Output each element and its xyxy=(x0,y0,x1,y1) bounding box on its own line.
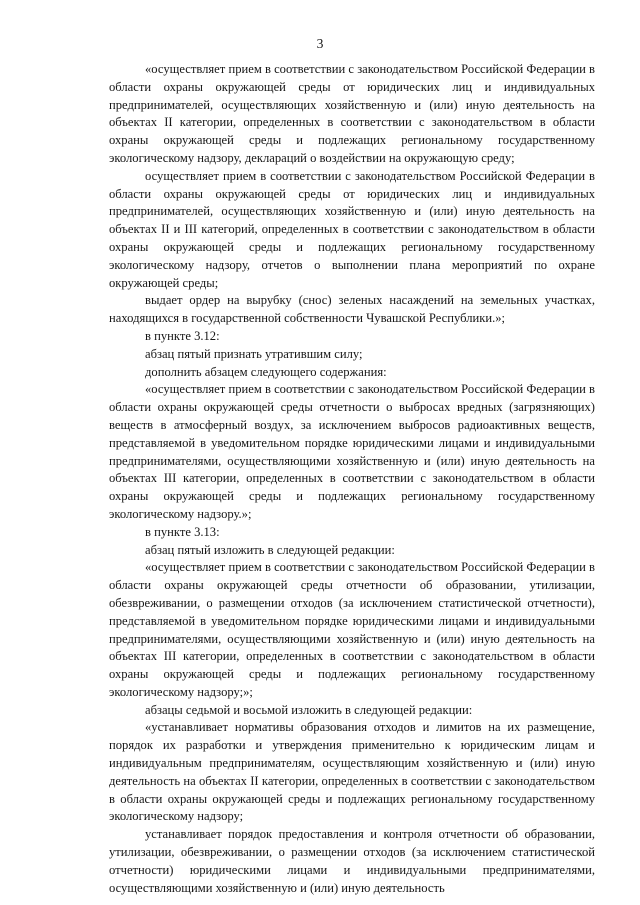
paragraph: «осуществляет прием в соответствии с законодательством Российской Федерации в области охраны окружающей среды отчетности об образовании, утилизации, обезвреживании, о размещении отходов (за исключением статистической отчетности), представляемой в уведомительном порядке юридическими лицами и индивидуальными предпринимателями, осуществляющими хозяйственную и (или) иную деятельность на объектах III категории, определенных в соответствии с законодательством в области охраны окружающей среды и подлежащих региональному государственному экологическому надзору;»; xyxy=(109,560,595,699)
paragraph: абзацы седьмой и восьмой изложить в следующей редакции: xyxy=(145,702,473,717)
document-body xyxy=(109,61,595,897)
paragraph: осуществляет прием в соответствии с законодательством Российской Федерации в области охраны окружающей среды от юридических лиц и индивидуальных предпринимателей, осуществляющих хозяйственную и (или) иную деятельность на объектах II и III категорий, определенных в соответствии с законодательством в области охраны окружающей среды и подлежащих региональному государственному экологическому надзору, отчетов о выполнении плана мероприятий по охране окружающей среды; xyxy=(109,168,595,290)
paragraph: «устанавливает нормативы образования отходов и лимитов на их размещение, порядок их разработки и утверждения применительно к юридическим лицам и индивидуальным предпринимателям, осуществляющим хозяйственную и (или) иную деятельность на объектах II категории, определенных в соответствии с законодательством в области охраны окружающей среды и подлежащих региональному государственному экологическому надзору; xyxy=(109,720,595,824)
paragraph: выдает ордер на вырубку (снос) зеленых насаждений на земельных участках, находящихся в государственной собственности Чувашской Республики.»; xyxy=(109,293,595,326)
page-number: 3 xyxy=(316,36,324,51)
paragraph: абзац пятый изложить в следующей редакции: xyxy=(145,542,395,557)
paragraph: дополнить абзацем следующего содержания: xyxy=(145,364,387,379)
paragraph: в пункте 3.13: xyxy=(145,524,220,539)
paragraph: абзац пятый признать утратившим силу; xyxy=(145,346,363,361)
paragraph: устанавливает порядок предоставления и контроля отчетности об образовании, утилизации, обезвреживании, о размещении отходов (за исключением статистической отчетности) юридическими лицами и индивидуальными предпринимателями, осуществляющими хозяйственную и (или) иную деятельность xyxy=(109,827,595,895)
paragraph: «осуществляет прием в соответствии с законодательством Российской Федерации в области охраны окружающей среды от юридических лиц и индивидуальных предпринимателей, осуществляющих хозяйственную и (или) иную деятельность на объектах II категории, определенных в соответствии с законодательством в области охраны окружающей среды и подлежащих региональному государственному экологическому надзору, деклараций о воздействии на окружающую среду; xyxy=(109,62,595,165)
paragraph: в пункте 3.12: xyxy=(145,328,220,343)
paragraph: «осуществляет прием в соответствии с законодательством Российской Федерации в области охраны окружающей среды отчетности о выбросах вредных (загрязняющих) веществ в атмосферный воздух, за исключением выбросов радиоактивных веществ, представляемой в уведомительном порядке юридическими лицами и индивидуальными предпринимателями, осуществляющими хозяйственную и (или) иную деятельность на объектах III категории, определенных в соответствии с законодательством в области охраны окружающей среды и подлежащих региональному государственному экологическому надзору.»; xyxy=(109,382,595,521)
